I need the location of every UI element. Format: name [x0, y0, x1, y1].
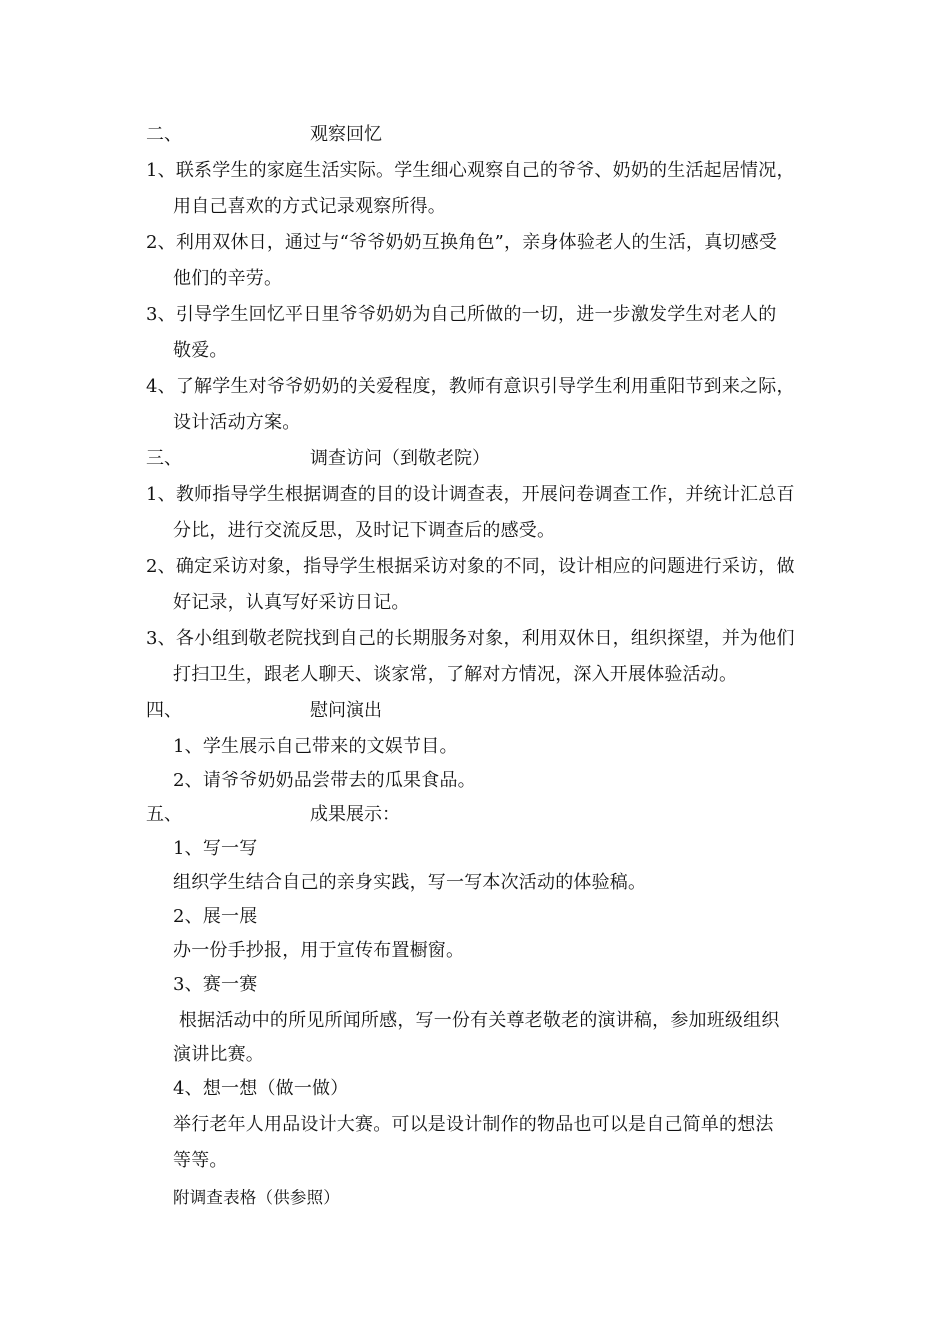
section-5-item-1-heading: 1、写一写 [173, 838, 258, 859]
section-4-title: 慰问演出 [310, 700, 382, 721]
section-3-title: 调查访问（到敬老院） [310, 448, 490, 469]
section-3-item-2-line-1: 2、确定采访对象，指导学生根据采访对象的不同，设计相应的问题进行采访，做 [146, 556, 795, 577]
section-3-item-1-line-1: 1、教师指导学生根据调查的目的设计调查表，开展问卷调查工作，并统计汇总百 [146, 484, 795, 505]
section-3-item-1-line-2: 分比，进行交流反思，及时记下调查后的感受。 [173, 520, 556, 541]
section-2-number: 二、 [146, 124, 182, 145]
section-5-item-4-text-line-1: 举行老年人用品设计大赛。可以是设计制作的物品也可以是自己简单的想法 [173, 1114, 774, 1135]
section-2-title: 观察回忆 [310, 124, 382, 145]
section-2-item-3-line-1: 3、引导学生回忆平日里爷爷奶奶为自己所做的一切，进一步激发学生对老人的 [146, 304, 777, 325]
section-5-item-1-text: 组织学生结合自己的亲身实践，写一写本次活动的体验稿。 [173, 872, 647, 893]
section-2-item-4-line-2: 设计活动方案。 [173, 412, 301, 433]
section-2-item-3-line-2: 敬爱。 [173, 340, 228, 361]
section-2-item-1-line-2: 用自己喜欢的方式记录观察所得。 [173, 196, 446, 217]
section-3-item-3-line-2: 打扫卫生，跟老人聊天、谈家常，了解对方情况，深入开展体验活动。 [173, 664, 738, 685]
section-5-item-4-heading: 4、想一想（做一做） [173, 1078, 349, 1099]
section-4-item-1: 1、学生展示自己带来的文娱节目。 [173, 736, 458, 757]
section-2-item-2-line-2: 他们的辛劳。 [173, 268, 283, 289]
section-5-number: 五、 [146, 804, 182, 825]
section-5-item-3-heading: 3、赛一赛 [173, 974, 258, 995]
section-3-item-2-line-2: 好记录，认真写好采访日记。 [173, 592, 410, 613]
section-5-item-3-text-line-2: 演讲比赛。 [173, 1044, 264, 1065]
section-2-item-2-line-1: 2、利用双休日，通过与“爷爷奶奶互换角色”，亲身体验老人的生活，真切感受 [146, 232, 778, 253]
section-5-item-3-text-line-1: 根据活动中的所见所闻所感，写一份有关尊老敬老的演讲稿，参加班级组织 [173, 1010, 780, 1031]
appendix-note: 附调查表格（供参照） [173, 1188, 340, 1207]
section-3-item-3-line-1: 3、各小组到敬老院找到自己的长期服务对象，利用双休日，组织探望，并为他们 [146, 628, 795, 649]
section-5-item-2-text: 办一份手抄报，用于宣传布置橱窗。 [173, 940, 465, 961]
section-5-item-4-text-line-2: 等等。 [173, 1150, 228, 1171]
section-5-item-2-heading: 2、展一展 [173, 906, 258, 927]
section-4-item-2: 2、请爷爷奶奶品尝带去的瓜果食品。 [173, 770, 476, 791]
section-4-number: 四、 [146, 700, 182, 721]
section-2-item-1-line-1: 1、联系学生的家庭生活实际。学生细心观察自己的爷爷、奶奶的生活起居情况， [146, 160, 795, 181]
section-3-number: 三、 [146, 448, 182, 469]
section-5-title: 成果展示： [310, 804, 400, 825]
section-2-item-4-line-1: 4、了解学生对爷爷奶奶的关爱程度，教师有意识引导学生利用重阳节到来之际， [146, 376, 795, 397]
